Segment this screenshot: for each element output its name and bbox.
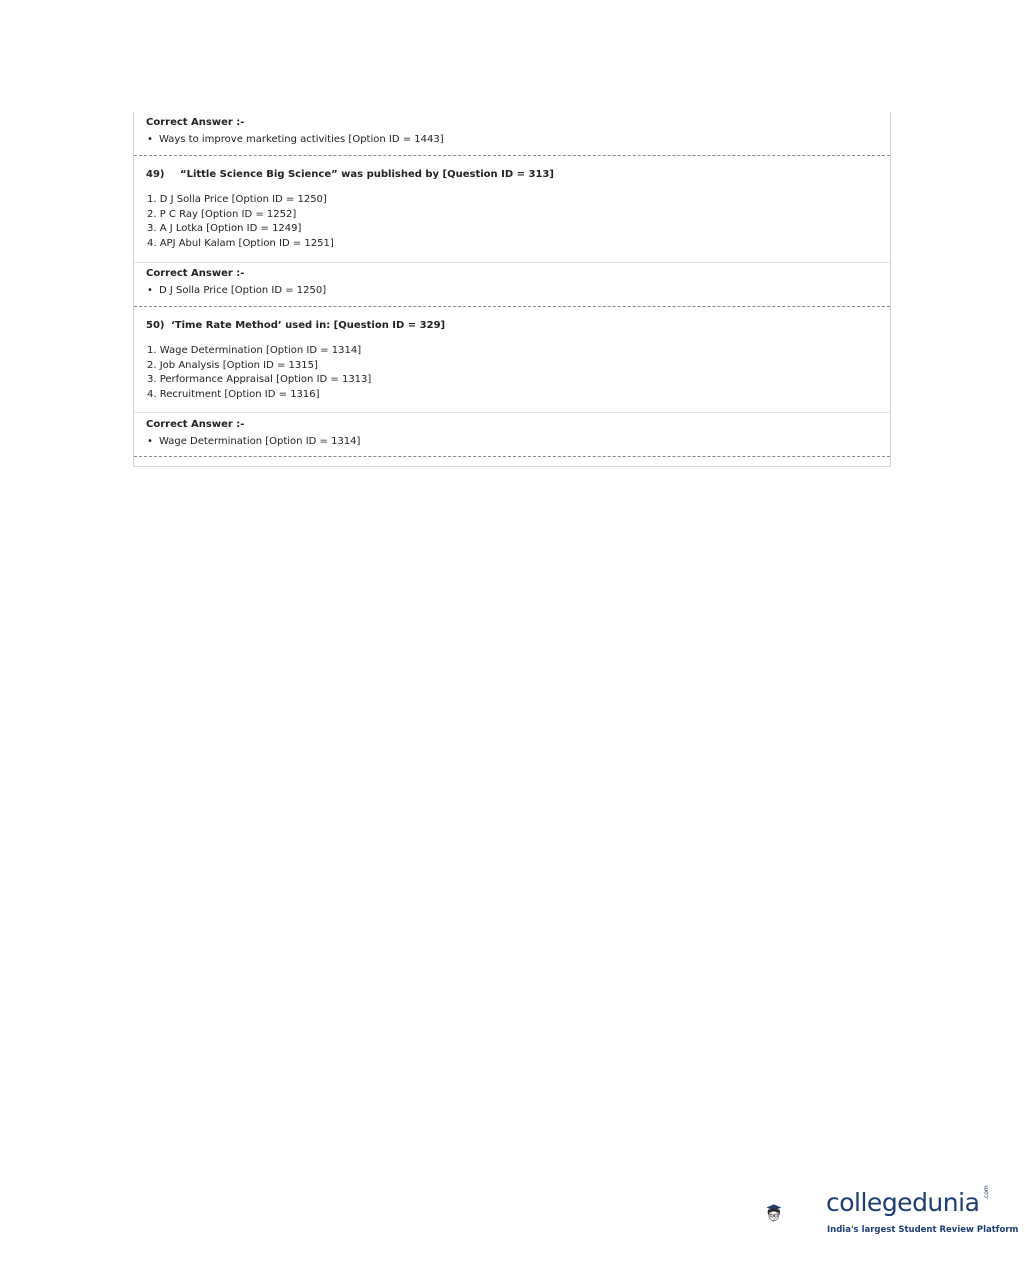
- correct-answer-heading: Correct Answer :-: [146, 117, 245, 128]
- logo-tagline: India's largest Student Review Platform: [827, 1225, 1019, 1235]
- correct-answer-text: • Wage Determination [Option ID = 1314]: [159, 436, 360, 448]
- correct-answer-text: • Ways to improve marketing activities [Option ID = 1443]: [159, 134, 444, 146]
- correct-answer-heading: Correct Answer :-: [146, 268, 245, 279]
- option-1: 1. D J Solla Price [Option ID = 1250]: [147, 194, 327, 205]
- question-number: 50): [146, 320, 165, 331]
- option-1: 1. Wage Determination [Option ID = 1314]: [147, 345, 362, 356]
- collegedunia-logo-icon: [766, 1178, 826, 1248]
- question-text: “Little Science Big Science” was published by [Question ID = 313]: [180, 169, 554, 180]
- divider: [134, 155, 890, 156]
- logo-wordmark: collegedunia: [826, 1188, 980, 1217]
- section-separator: [134, 412, 890, 413]
- question-text: ‘Time Rate Method’ used in: [Question ID = 329]: [171, 320, 446, 331]
- question-number: 49): [146, 169, 165, 180]
- option-2: 2. P C Ray [Option ID = 1252]: [147, 209, 297, 220]
- option-4: 4. APJ Abul Kalam [Option ID = 1251]: [147, 238, 334, 249]
- correct-answer-text: • D J Solla Price [Option ID = 1250]: [159, 285, 326, 297]
- section-separator: [134, 262, 890, 263]
- option-3: 3. A J Lotka [Option ID = 1249]: [147, 223, 302, 234]
- question-answer-panel: [133, 112, 891, 467]
- option-2: 2. Job Analysis [Option ID = 1315]: [147, 360, 318, 371]
- correct-answer-heading: Correct Answer :-: [146, 419, 245, 430]
- divider: [134, 306, 890, 307]
- logo-domain-suffix: .com: [983, 1185, 990, 1200]
- divider: [134, 456, 890, 457]
- option-4: 4. Recruitment [Option ID = 1316]: [147, 389, 320, 400]
- option-3: 3. Performance Appraisal [Option ID = 1313]: [147, 374, 372, 385]
